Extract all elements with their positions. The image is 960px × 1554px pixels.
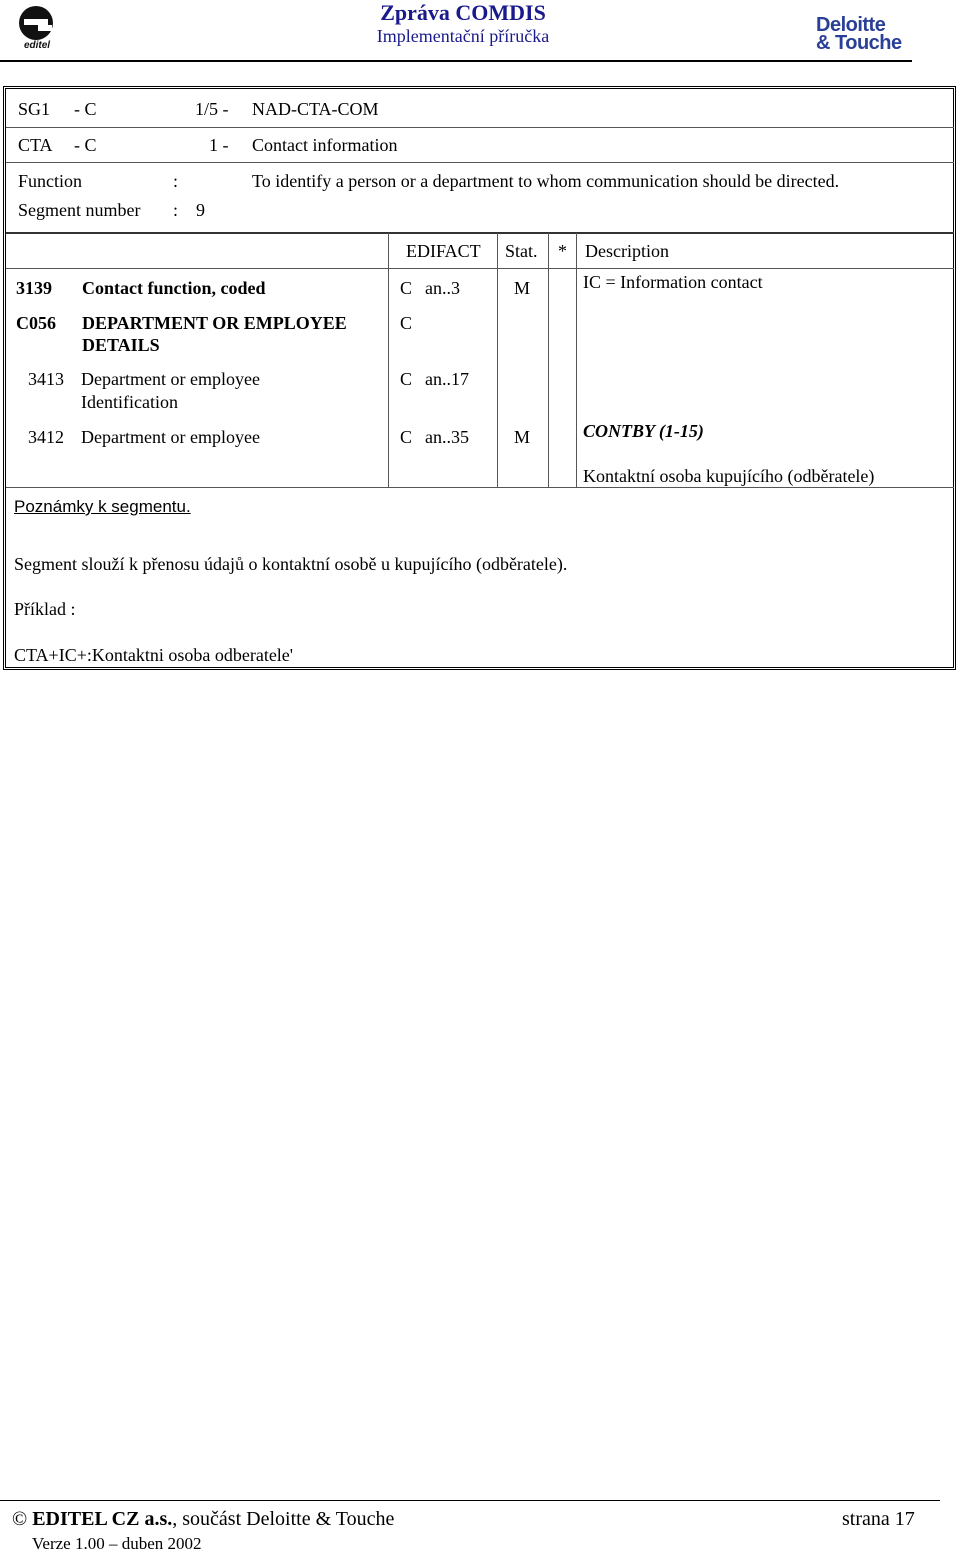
segment-number: 9 — [196, 200, 205, 220]
footer-page-number: strana 17 — [842, 1508, 915, 1530]
divider — [6, 268, 954, 269]
element-format: an..3 — [425, 278, 460, 298]
header-star: * — [558, 241, 567, 261]
footer-company: EDITEL CZ a.s. — [32, 1508, 173, 1530]
notes-text: Segment slouží k přenosu údajů o kontaktní osobě u kupujícího (odběratele). — [14, 554, 568, 574]
element-name-line2: Identification — [81, 392, 178, 412]
element-name: Department or employee — [81, 427, 260, 447]
copyright-icon: © — [12, 1508, 28, 1530]
element-status: M — [514, 278, 531, 298]
segment-number-separator: : — [173, 200, 179, 220]
page-subtitle: Implementační příručka — [376, 26, 550, 46]
segment-status: - C — [74, 135, 97, 155]
segment-number-label: Segment number — [18, 200, 141, 220]
group-status: - C — [74, 99, 97, 119]
element-condition: C — [400, 427, 413, 447]
composite-condition: C — [400, 313, 413, 333]
element-code: 3412 — [28, 427, 64, 447]
column-divider — [576, 233, 577, 487]
footer-company-suffix: , součást Deloitte & Touche — [172, 1508, 395, 1530]
element-name: Contact function, coded — [82, 278, 266, 298]
footer-version: Verze 1.00 – duben 2002 — [32, 1534, 202, 1553]
column-divider — [388, 233, 389, 487]
element-description-note: Kontaktní osoba kupujícího (odběratele) — [583, 466, 875, 486]
deloitte-logo-line1: Deloitte — [816, 14, 886, 36]
page-title: Zpráva COMDIS — [380, 0, 546, 25]
header-edifact: EDIFACT — [406, 241, 481, 261]
function-separator: : — [173, 171, 179, 191]
element-format: an..35 — [425, 427, 469, 447]
divider — [6, 232, 954, 234]
column-divider — [497, 233, 498, 487]
segment-repeat: 1 - — [209, 135, 229, 155]
composite-name-line2: DETAILS — [82, 335, 160, 355]
group-code: SG1 — [18, 99, 51, 119]
example-label: Příklad : — [14, 599, 76, 619]
divider — [6, 487, 954, 488]
divider — [6, 162, 954, 163]
function-text: To identify a person or a department to whom communication should be directed. — [252, 171, 840, 191]
header-stat: Stat. — [505, 241, 538, 261]
example-code: CTA+IC+:Kontaktni osoba odberatele' — [14, 645, 294, 665]
footer-divider — [0, 1500, 940, 1501]
footer-copyright — [12, 1508, 394, 1531]
element-description: IC = Information contact — [583, 272, 763, 292]
header-description: Description — [585, 241, 669, 261]
element-name-line1: Department or employee — [81, 369, 260, 389]
divider — [6, 127, 954, 128]
composite-name-line1: DEPARTMENT OR EMPLOYEE — [82, 313, 347, 333]
editel-logo — [14, 4, 60, 50]
element-condition: C — [400, 278, 413, 298]
composite-code: C056 — [16, 313, 56, 333]
header-divider — [0, 60, 912, 62]
deloitte-touche-logo — [816, 16, 916, 52]
notes-heading: Poznámky k segmentu. — [14, 497, 191, 516]
editel-logo-text: editel — [23, 40, 51, 50]
element-status: M — [514, 427, 531, 447]
segment-tag: CTA — [18, 135, 53, 155]
element-format: an..17 — [425, 369, 469, 389]
element-code: 3139 — [16, 278, 52, 298]
function-label: Function — [18, 171, 83, 191]
deloitte-logo-line2: & Touche — [816, 32, 902, 54]
group-repeat: 1/5 - — [195, 99, 229, 119]
segment-name: Contact information — [252, 135, 398, 155]
element-code: 3413 — [28, 369, 64, 389]
element-description: CONTBY (1-15) — [583, 421, 704, 441]
column-divider — [548, 233, 549, 487]
group-name: NAD-CTA-COM — [252, 99, 379, 119]
element-condition: C — [400, 369, 413, 389]
